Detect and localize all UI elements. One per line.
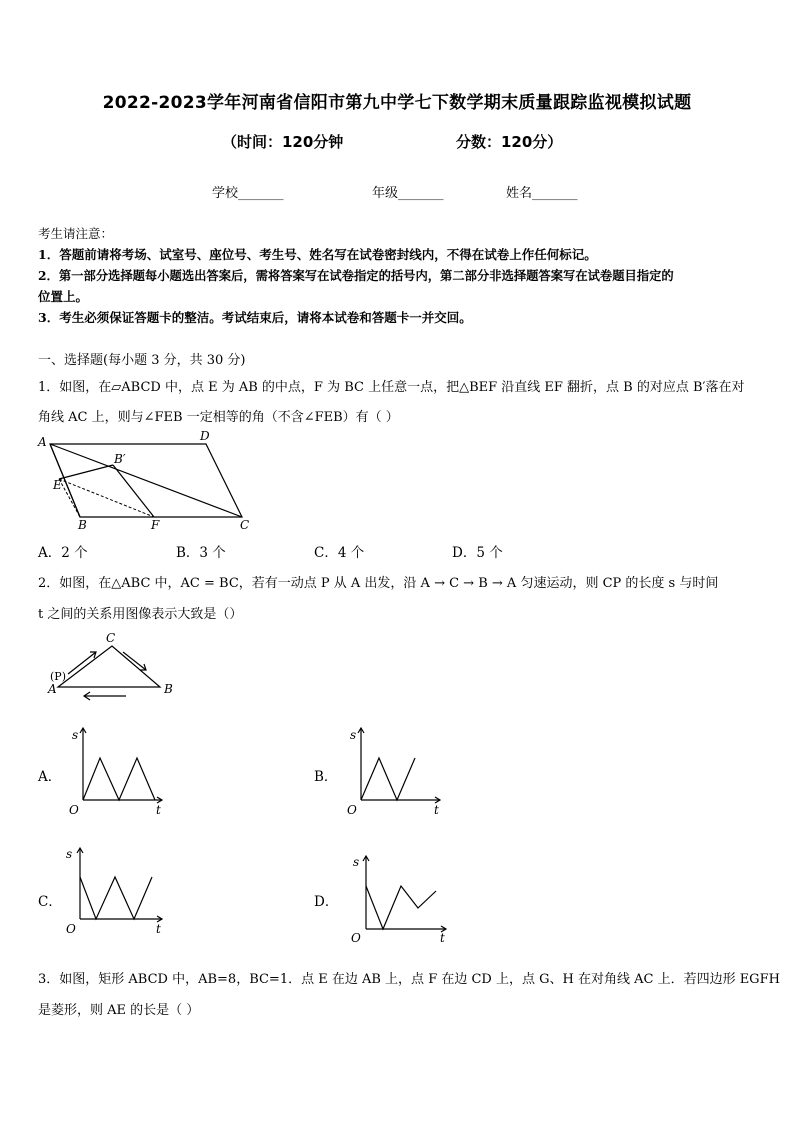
graph-c <box>62 842 182 942</box>
question-3-text: 3．如图，矩形 ABCD 中，AB=8，BC=1．点 E 在边 AB 上，点 F 在边 CD 上，点 G、H 在对角线 AC 上．若四边形 EGFH <box>38 972 780 987</box>
exam-time: （时间：120分钟 <box>222 133 344 151</box>
label-F: F <box>151 518 160 532</box>
axis-t: t <box>156 922 161 936</box>
label-B: B <box>164 682 173 696</box>
graph-b <box>342 722 462 820</box>
label-A: A <box>48 682 57 696</box>
label-A: A <box>38 435 47 449</box>
notice-item: 3．考生必须保证答题卡的整洁。考试结束后，请将本试卷和答题卡一并交回。 <box>38 310 472 325</box>
notice-heading: 考生请注意： <box>38 226 114 241</box>
q1-option-d: D．5 个 <box>452 545 503 561</box>
q1-option-b: B．3 个 <box>176 545 226 561</box>
question-2-text: t 之间的关系用图像表示大致是（） <box>38 607 243 622</box>
axis-origin: O <box>69 803 79 817</box>
name-field: 姓名_______ <box>506 186 578 201</box>
axis-s: s <box>353 855 360 869</box>
axis-s: s <box>72 728 79 742</box>
q2-option-a: A． <box>38 769 62 785</box>
axis-origin: O <box>351 931 361 945</box>
exam-score: 分数：120分） <box>456 133 563 151</box>
question-3-text: 是菱形，则 AE 的长是（ ） <box>38 1003 200 1018</box>
axis-origin: O <box>347 803 357 817</box>
notice-item: 2．第一部分选择题每小题选出答案后，需将答案写在试卷指定的括号内，第二部分非选择题答案写在试卷题目指定的 <box>38 268 674 283</box>
axis-origin: O <box>66 922 76 936</box>
grade-field: 年级_______ <box>372 186 444 201</box>
question-1-text: 角线 AC 上，则与∠FEB 一定相等的角（不含∠FEB）有（ ） <box>38 410 399 425</box>
label-D: D <box>200 429 210 443</box>
notice-item: 1．答题前请将考场、试室号、座位号、考生号、姓名写在试卷密封线内，不得在试卷上作任何标记。 <box>38 247 597 262</box>
question-2-text: 2．如图，在△ABC 中，AC = BC，若有一动点 P 从 A 出发，沿 A → C → B → A 匀速运动，则 CP 的长度 s 与时间 <box>38 576 719 591</box>
label-C: C <box>106 631 116 645</box>
section-heading: 一、选择题(每小题 3 分，共 30 分) <box>38 353 246 368</box>
label-P: (P) <box>50 670 66 683</box>
graph-d <box>348 852 468 948</box>
label-B: B <box>78 518 87 532</box>
q1-option-a: A．2 个 <box>38 545 88 561</box>
label-E: E <box>53 478 62 492</box>
axis-t: t <box>434 803 439 817</box>
notice-item: 位置上。 <box>38 289 89 304</box>
axis-t: t <box>156 803 161 817</box>
triangle-figure <box>44 630 184 702</box>
school-field: 学校_______ <box>212 186 284 201</box>
axis-t: t <box>440 931 445 945</box>
label-B-prime: B′ <box>114 452 126 466</box>
axis-s: s <box>66 847 73 861</box>
q2-option-d: D． <box>314 894 339 910</box>
q1-option-c: C．4 个 <box>314 545 365 561</box>
parallelogram-figure <box>34 428 264 533</box>
q2-option-b: B． <box>314 769 338 785</box>
question-1-text: 1．如图，在▱ABCD 中，点 E 为 AB 的中点，F 为 BC 上任意一点，把△BEF 沿直线 EF 翻折，点 B 的对应点 B′落在对 <box>38 380 745 395</box>
label-C: C <box>240 518 250 532</box>
page-title: 2022-2023学年河南省信阳市第九中学七下数学期末质量跟踪监视模拟试题 <box>102 93 692 113</box>
q2-option-c: C． <box>38 894 62 910</box>
axis-s: s <box>350 728 357 742</box>
graph-a <box>64 722 184 820</box>
